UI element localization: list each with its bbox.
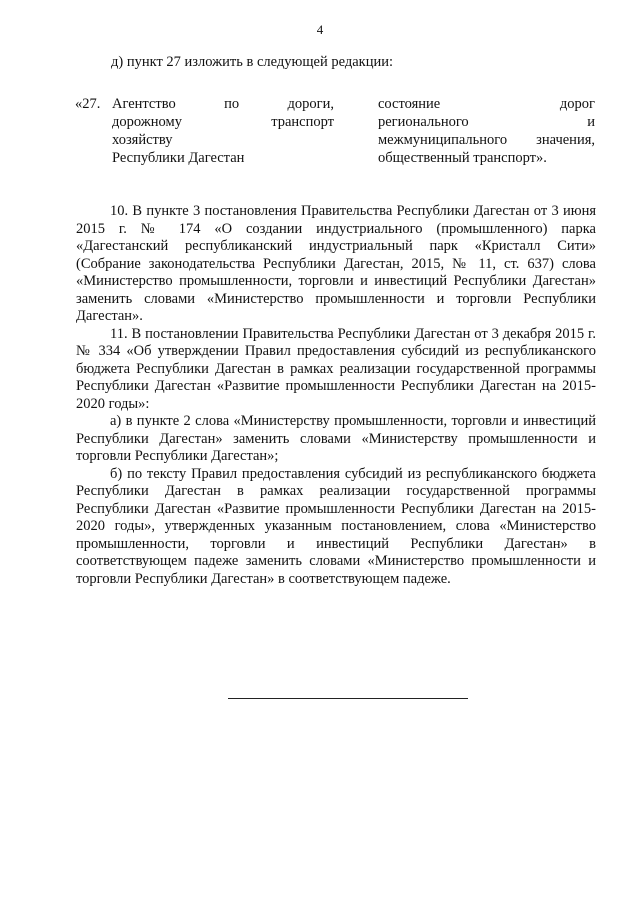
agency-line: хозяйству bbox=[112, 132, 173, 148]
subparagraph-a: а) в пункте 2 слова «Министерству промышленности, торговли и инвестиций Республики Дагестан» заменить словами «Министерству промышленности и торговли Республики Дагестан»; bbox=[76, 413, 596, 464]
agency-word: дороги, bbox=[287, 96, 334, 112]
scope-column bbox=[378, 95, 595, 167]
agency-line: Республики Дагестан bbox=[112, 150, 245, 166]
paragraph-11: 11. В постановлении Правительства Республики Дагестан от 3 декабря 2015 г. № 334 «Об утверждении Правил предоставления субсидий из республиканского бюджета Республики Дагестан в рамках реализации государственной программы Республики Дагестан «Развитие промышленности Республики Дагестан на 2015-2020 годы»: bbox=[76, 325, 596, 412]
agency-line bbox=[112, 113, 334, 131]
agency-word: дорожному bbox=[112, 114, 182, 130]
agency-column bbox=[112, 95, 334, 167]
agency-line bbox=[112, 95, 334, 113]
document-body bbox=[76, 203, 596, 588]
scope-line bbox=[378, 113, 595, 131]
item-number: «27. bbox=[75, 96, 101, 112]
subparagraph-b: б) по тексту Правил предоставления субсидий из республиканского бюджета Республики Дагестан в рамках реализации государственной программы Республики Дагестан «Развитие промышленности Республики Дагестан на 2015-2020 годы», утвержденных указанным постановлением, слова «Министерство промышленности, торговли и инвестиций Республики Дагестан» в соответствующем падеже заменить словами «Министерство промышленности и торговли Республики Дагестан» в соответствующем падеже. bbox=[76, 465, 596, 587]
paragraph-10: 10. В пункте 3 постановления Правительства Республики Дагестан от 3 июня 2015 г. № 174 «О создании индустриального (промышленного) парка «Дагестанский республиканский индустриальный парк «Кристалл Сити» (Собрание законодательства Республики Дагестан, 2015, № 11, ст. 637) слова «Министерство промышленности, торговли и инвестиций Республики Дагестан» заменить словами «Министерство промышленности и торговли Республики Дагестан». bbox=[76, 203, 596, 324]
scope-word: состояние bbox=[378, 96, 441, 112]
scope-word: дорог bbox=[559, 96, 595, 112]
scope-line bbox=[378, 95, 595, 113]
intro-line: д) пункт 27 изложить в следующей редакции: bbox=[111, 54, 393, 70]
scope-word: межмуниципального bbox=[378, 132, 508, 148]
scope-word: регионального bbox=[378, 114, 469, 130]
scope-word: значения, bbox=[536, 132, 595, 148]
scope-word: и bbox=[587, 114, 595, 130]
scope-line: общественный транспорт». bbox=[378, 150, 547, 166]
agency-word: транспорт bbox=[271, 114, 334, 130]
closing-rule bbox=[228, 698, 468, 699]
agency-word: по bbox=[224, 96, 240, 112]
agency-word: Агентство bbox=[112, 96, 176, 112]
scope-line bbox=[378, 131, 595, 149]
page-number: 4 bbox=[316, 22, 324, 37]
item-27-entry bbox=[75, 95, 595, 175]
